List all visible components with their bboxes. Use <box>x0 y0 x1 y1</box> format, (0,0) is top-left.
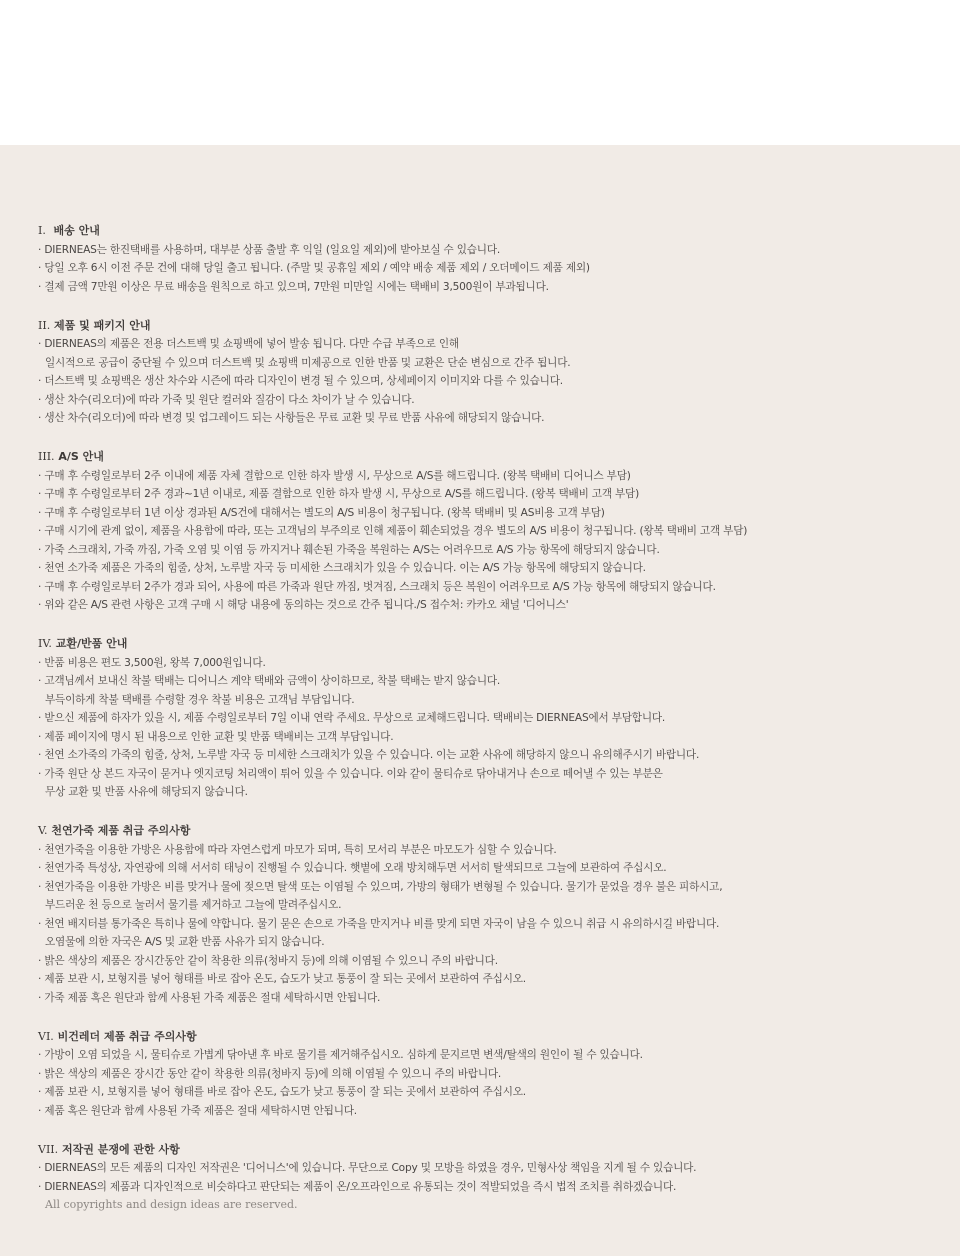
notice-line: · 제품 보관 시, 보형지를 넣어 형태를 바로 잡아 온도, 습도가 낮고 통풍이 잘 되는 곳에서 보관하여 주십시오. <box>38 973 526 985</box>
section-vegan-leather-care <box>38 1028 960 1121</box>
notice-line: · 구매 후 수령일로부터 1년 이상 경과된 A/S건에 대해서는 별도의 A/S 비용이 청구됩니다. (왕복 택배비 및 AS비용 고객 부담) <box>38 506 605 519</box>
notice-line: · 구매 후 수령일로부터 2주 이내에 제품 자체 결함으로 인한 하자 발생 시, 무상으로 A/S를 해드립니다. (왕복 택배비 디어니스 부담) <box>38 469 631 482</box>
notice-line: · 구매 시기에 관계 없이, 제품을 사용함에 따라, 또는 고객님의 부주의로 인해 제품이 훼손되었을 경우 별도의 A/S 비용이 청구됩니다. (왕복 택배비 고객 부담) <box>38 525 748 537</box>
section-number: VII. <box>38 1142 59 1156</box>
notice-line: · 받으신 제품에 하자가 있을 시, 제품 수령일로부터 7일 이내 연락 주세요. 무상으로 교체해드립니다. 택배비는 DIERNEAS에서 부담합니다. <box>38 712 666 724</box>
section-number: II. <box>38 318 51 332</box>
section-heading: 비건레더 제품 취급 주의사항 <box>57 1029 197 1043</box>
section-shipping <box>38 222 960 296</box>
notice-line: · 가방이 오염 되었을 시, 물티슈로 가볍게 닦아낸 후 바로 물기를 제거해주십시오. 심하게 문지르면 변색/탈색의 원인이 될 수 있습니다. <box>38 1049 643 1061</box>
notice-line: · 밝은 색상의 제품은 장시간동안 같이 착용한 의류(청바지 등)에 의해 이염될 수 있으니 주의 바랍니다. <box>38 954 498 967</box>
notice-line: · 천연가죽 특성상, 자연광에 의해 서서히 태닝이 진행될 수 있습니다. 햇볕에 오래 방치해두면 서서히 탈색되므로 그늘에 보관하여 주십시오. <box>38 862 667 874</box>
section-heading: A/S 안내 <box>58 450 104 463</box>
section-number: III. <box>38 450 55 463</box>
section-as <box>38 448 960 615</box>
notice-line: 일시적으로 공급이 중단될 수 있으며 더스트백 및 쇼핑백 미제공으로 인한 반품 및 교환은 단순 변심으로 간주 됩니다. <box>45 356 571 369</box>
notice-line: · 생산 차수(리오더)에 따라 가죽 및 원단 컬러와 질감이 다소 차이가 날 수 있습니다. <box>38 393 415 406</box>
notice-line: · 위와 같은 A/S 관련 사항은 고객 구매 시 해당 내용에 동의하는 것으로 간주 됩니다./S 접수처: 카카오 채널 '디어니스' <box>38 599 569 611</box>
notice-line: · 고객님께서 보내신 착불 택배는 디어니스 계약 택배와 금액이 상이하므로, 착불 택배는 받지 않습니다. <box>38 675 501 687</box>
notice-line: · DIERNEAS의 제품은 전용 더스트백 및 쇼핑백에 넣어 발송 됩니다. 다만 수급 부족으로 인해 <box>38 338 459 350</box>
section-natural-leather-care <box>38 822 960 1007</box>
section-number: I. <box>38 224 46 237</box>
top-blank-area <box>0 0 960 145</box>
notice-line: · 천연 소가죽 제품은 가죽의 힘줄, 상처, 노루발 자국 등 미세한 스크래치가 있을 수 있습니다. 이는 A/S 가능 항목에 해당되지 않습니다. <box>38 562 646 574</box>
section-heading: 배송 안내 <box>53 224 100 237</box>
notice-line: · 가죽 스크래치, 가죽 까짐, 가죽 오염 및 이염 등 까지거나 훼손된 가죽을 복원하는 A/S는 어려우므로 A/S 가능 항목에 해당되지 않습니다. <box>38 543 660 556</box>
section-title <box>38 822 960 841</box>
notice-line: · 더스트백 및 쇼핑백은 생산 차수와 시즌에 따라 디자인이 변경 될 수 있으며, 상세페이지 이미지와 다를 수 있습니다. <box>38 375 563 387</box>
notice-line: · DIERNEAS의 모든 제품의 디자인 저작권은 '디어니스'에 있습니다. 무단으로 Copy 및 모방을 하였을 경우, 민형사상 책임을 지게 될 수 있습니다. <box>38 1162 697 1174</box>
notice-line: · 구매 후 수령일로부터 2주가 경과 되어, 사용에 따른 가죽과 원단 까짐, 벗겨짐, 스크래치 등은 복원이 어려우므로 A/S 가능 항목에 해당되지 않습니다. <box>38 580 716 593</box>
section-heading: 저작권 분쟁에 관한 사항 <box>61 1142 180 1156</box>
notice-line: · 제품 혹은 원단과 함께 사용된 가죽 제품은 절대 세탁하시면 안됩니다. <box>38 1104 357 1117</box>
section-product-package <box>38 317 960 428</box>
section-title <box>38 317 960 336</box>
notice-line: 무상 교환 및 반품 사유에 해당되지 않습니다. <box>45 786 248 798</box>
section-heading: 교환/반품 안내 <box>55 637 128 650</box>
section-number: VI. <box>38 1029 54 1043</box>
notice-line: · 밝은 색상의 제품은 장시간 동안 같이 착용한 의류(청바지 등)에 의해 이염될 수 있으니 주의 바랍니다. <box>38 1067 502 1080</box>
section-title <box>38 448 960 467</box>
notice-line: 오염물에 의한 자국은 A/S 및 교환 반품 사유가 되지 않습니다. <box>45 936 325 948</box>
section-heading: 천연가죽 제품 취급 주의사항 <box>51 824 191 837</box>
notice-line: · 결제 금액 7만원 이상은 무료 배송을 원칙으로 하고 있으며, 7만원 미만일 시에는 택배비 3,500원이 부과됩니다. <box>38 280 549 293</box>
notice-panel <box>0 145 960 1256</box>
section-number: IV. <box>38 637 52 650</box>
section-number: V. <box>38 824 48 837</box>
section-title <box>38 1028 960 1047</box>
notice-line: · DIERNEAS의 제품과 디자인적으로 비슷하다고 판단되는 제품이 온/오프라인으로 유통되는 것이 적발되었을 즉시 법적 조치를 취하겠습니다. <box>38 1180 677 1193</box>
notice-line: · 반품 비용은 편도 3,500원, 왕복 7,000원입니다. <box>38 656 266 669</box>
section-heading: 제품 및 패키지 안내 <box>54 318 151 332</box>
notice-line: 부득이하게 착불 택배를 수령할 경우 착불 비용은 고객님 부담입니다. <box>45 693 355 706</box>
notice-line: · 가죽 제품 혹은 원단과 함께 사용된 가죽 제품은 절대 세탁하시면 안됩니다. <box>38 991 381 1004</box>
notice-line: · 당일 오후 6시 이전 주문 건에 대해 당일 출고 됩니다. (주말 및 공휴일 제외 / 예약 배송 제품 제외 / 오더메이드 제품 제외) <box>38 262 590 274</box>
notice-line: · 생산 차수(리오더)에 따라 변경 및 업그레이드 되는 사항들은 무료 교환 및 무료 반품 사유에 해당되지 않습니다. <box>38 412 545 424</box>
notice-line: · 천연 소가죽의 가죽의 힘줄, 상처, 노루발 자국 등 미세한 스크래치가 있을 수 있습니다. 이는 교환 사유에 해당하지 않으니 유의해주시기 바랍니다. <box>38 749 700 761</box>
section-title <box>38 1141 960 1160</box>
section-title <box>38 635 960 654</box>
notice-line: · 제품 보관 시, 보형지를 넣어 형태를 바로 잡아 온도, 습도가 낮고 통풍이 잘 되는 곳에서 보관하여 주십시오. <box>38 1086 526 1098</box>
notice-line: · 가죽 원단 상 본드 자국이 묻거나 엣지코팅 처리액이 튀어 있을 수 있습니다. 이와 같이 물티슈로 닦아내거나 손으로 떼어낼 수 있는 부분은 <box>38 767 663 780</box>
section-title <box>38 222 960 241</box>
notice-line: · 천연 배지터블 통가죽은 특히나 물에 약합니다. 물기 묻은 손으로 가죽을 만지거나 비를 맞게 되면 자국이 남을 수 있으니 취급 시 유의하시길 바랍니다. <box>38 917 720 930</box>
notice-line: 부드러운 천 등으로 눌러서 물기를 제거하고 그늘에 말려주십시오. <box>45 899 342 911</box>
notice-line: · 제품 페이지에 명시 된 내용으로 인한 교환 및 반품 택배비는 고객 부담입니다. <box>38 730 394 743</box>
section-exchange-return <box>38 635 960 802</box>
notice-line: · 구매 후 수령일로부터 2주 경과~1년 이내로, 제품 결함으로 인한 하자 발생 시, 무상으로 A/S를 해드립니다. (왕복 택배비 고객 부담) <box>38 488 640 500</box>
notice-line: · DIERNEAS는 한진택배를 사용하며, 대부분 상품 출발 후 익일 (일요일 제외)에 받아보실 수 있습니다. <box>38 243 501 256</box>
notice-line: · 천연가죽을 이용한 가방은 비를 맞거나 물에 젖으면 탈색 또는 이염될 수 있으며, 가방의 형태가 변형될 수 있습니다. 물기가 묻었을 경우 불은 피하시고, <box>38 880 723 893</box>
notice-line: · 천연가죽을 이용한 가방은 사용함에 따라 자연스럽게 마모가 되며, 특히 모서리 부분은 마모도가 심할 수 있습니다. <box>38 843 557 856</box>
section-copyright <box>38 1141 960 1215</box>
copyright-notice: All copyrights and design ideas are reserved. <box>45 1198 298 1211</box>
